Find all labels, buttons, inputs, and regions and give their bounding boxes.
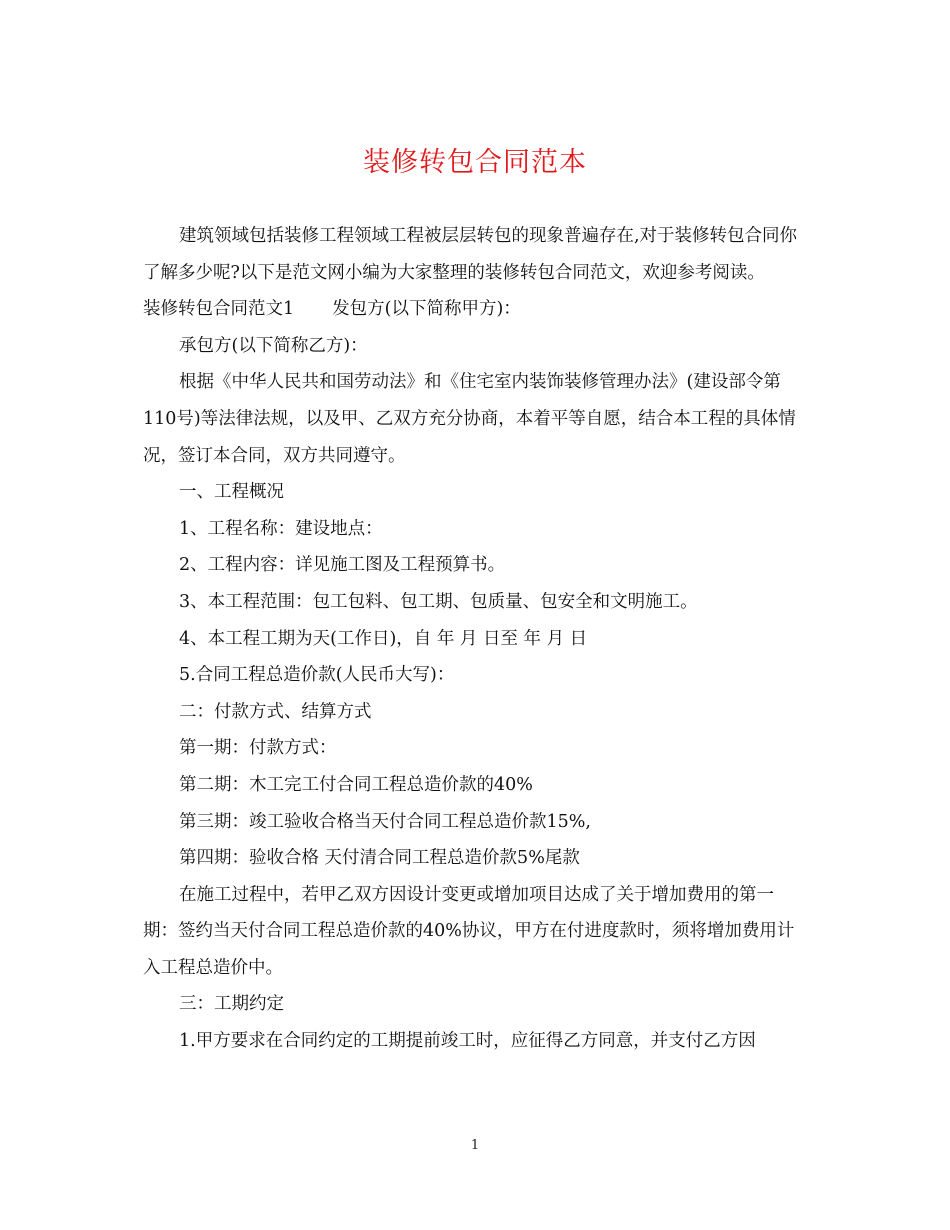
section-heading-line xyxy=(143,291,808,328)
page-number: 1 xyxy=(470,1138,480,1153)
clause-2-item: 第三期：竣工验收合格当天付合同工程总造价款15%, xyxy=(179,811,591,832)
legal-basis-paragraph: 根据《中华人民共和国劳动法》和《住宅室内装饰装修管理办法》(建设部令第110号)等法律法规，以及甲、乙双方充分协商，本着平等自愿，结合本工程的具体情况，签订本合同，双方共同遵守。 xyxy=(143,372,796,466)
clause-2-title: 二：付款方式、结算方式 xyxy=(179,701,372,722)
clause-1-item: 2、工程内容：详见施工图及工程预算书。 xyxy=(179,555,506,576)
party-a-label: 发包方(以下简称甲方)： xyxy=(332,299,521,320)
clause-2-note: 在施工过程中，若甲乙双方因设计变更或增加项目达成了关于增加费用的第一期：签约当天付合同工程总造价款的40%协议，甲方在付进度款时，须将增加费用计入工程总造价中。 xyxy=(143,884,795,978)
clause-2-item: 第二期：木工完工付合同工程总造价款的40% xyxy=(179,774,533,795)
clause-1-item: 5.合同工程总造价款(人民币大写)： xyxy=(179,665,455,686)
clause-1-item: 4、本工程工期为天(工作日)，自 年 月 日至 年 月 日 xyxy=(179,628,588,649)
clause-3-item: 1.甲方要求在合同约定的工期提前竣工时，应征得乙方同意，并支付乙方因 xyxy=(179,1031,756,1052)
clause-1-title: 一、工程概况 xyxy=(179,482,284,503)
party-b-label: 承包方(以下简称乙方)： xyxy=(179,335,368,356)
intro-paragraph: 建筑领域包括装修工程领域工程被层层转包的现象普遍存在,对于装修转包合同你了解多少呢?以下是范文网小编为大家整理的装修转包合同范文，欢迎参考阅读。 xyxy=(143,226,798,283)
section-heading: 装修转包合同范文1 xyxy=(143,299,295,320)
clause-2-item: 第一期：付款方式： xyxy=(179,738,337,759)
clause-2-item: 第四期：验收合格 天付清合同工程总造价款5%尾款 xyxy=(179,848,580,869)
document-body xyxy=(143,218,808,1060)
document-title: 装修转包合同范本 xyxy=(363,147,587,178)
clause-3-title: 三：工期约定 xyxy=(179,994,284,1015)
clause-1-item: 3、本工程范围：包工包料、包工期、包质量、包安全和文明施工。 xyxy=(179,591,698,612)
clause-1-item: 1、工程名称：建设地点： xyxy=(179,518,383,539)
